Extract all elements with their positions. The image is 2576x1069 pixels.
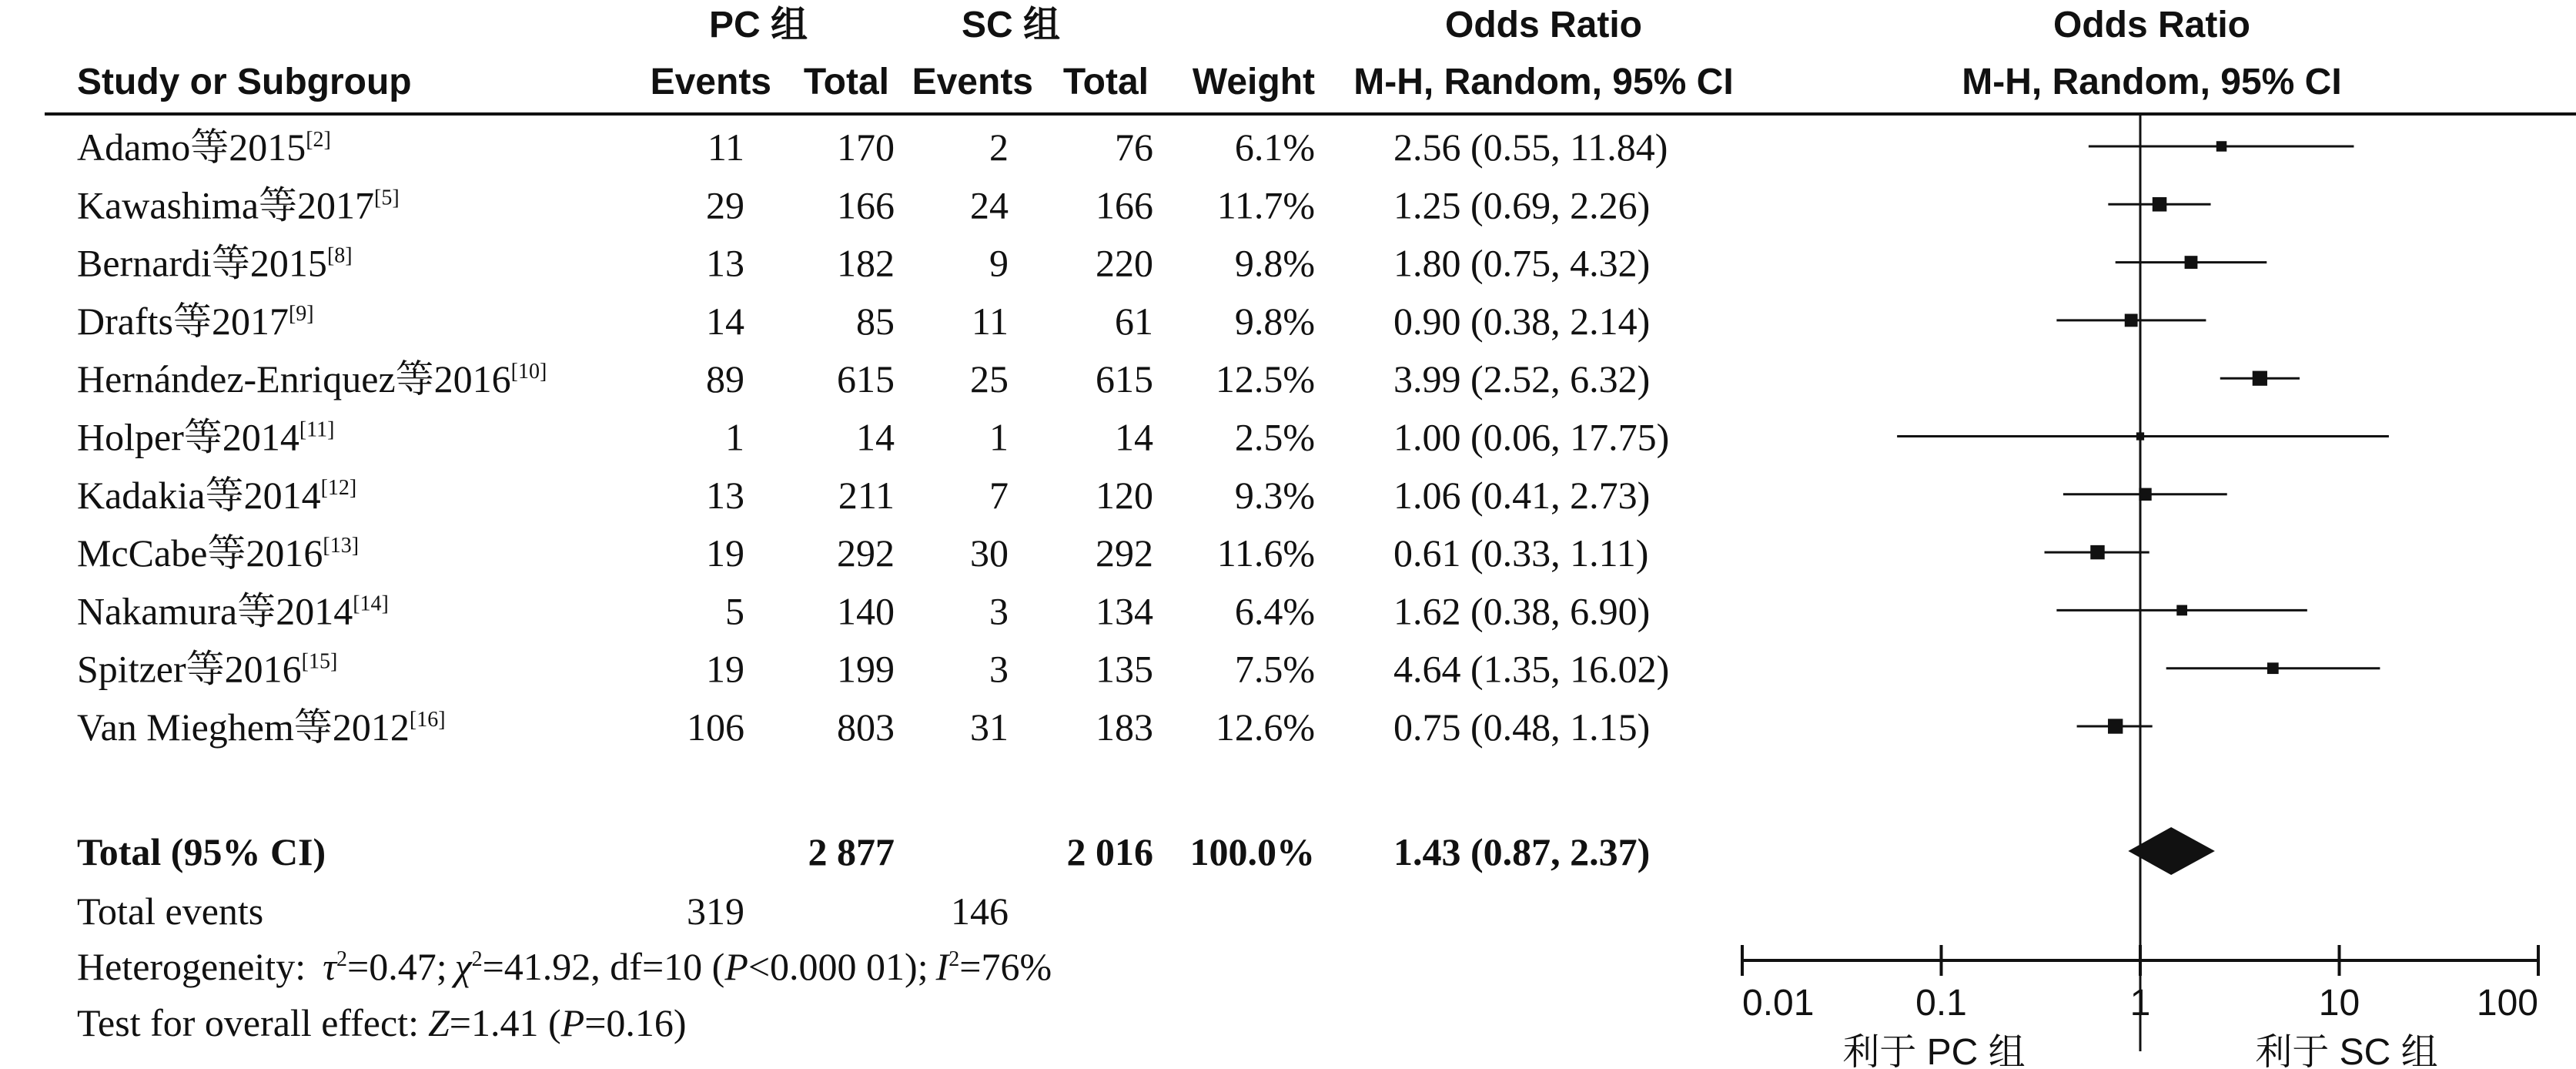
cell-t2: 292	[1096, 531, 1153, 575]
cell-e2: 24	[970, 183, 1009, 227]
study-name: Kadakia等2014[12]	[77, 473, 357, 517]
overall-effect-text: Test for overall effect: Z=1.41 (P=0.16)	[77, 1001, 687, 1044]
cell-t1: 140	[837, 589, 895, 633]
x-tick-label: 100	[2476, 983, 2538, 1024]
cell-e1: 29	[706, 183, 744, 227]
header-plot-title: Odds Ratio	[2052, 5, 2251, 45]
cell-t1: 182	[837, 241, 895, 285]
cell-e1: 13	[706, 473, 744, 517]
study-name: Adamo等2015[2]	[77, 126, 331, 169]
cell-t1: 211	[838, 473, 895, 517]
header-group-sc: SC 组	[961, 5, 1061, 45]
cell-weight: 11.7%	[1216, 183, 1315, 227]
study-name: Nakamura等2014[14]	[77, 589, 389, 633]
study-point	[2253, 371, 2267, 386]
total-weight: 100.0%	[1189, 830, 1315, 873]
cell-e1: 5	[725, 589, 744, 633]
cell-e2: 25	[970, 357, 1009, 401]
study-point	[2153, 197, 2167, 212]
cell-e1: 106	[687, 705, 744, 749]
cell-weight: 9.8%	[1234, 241, 1315, 285]
cell-ci-text: 3.99 (2.52, 6.32)	[1393, 357, 1651, 401]
cell-t1: 166	[837, 183, 895, 227]
cell-t2: 135	[1096, 647, 1153, 691]
study-name: Drafts等2017[9]	[77, 299, 314, 343]
cell-e1: 89	[706, 357, 744, 401]
study-point	[2125, 313, 2138, 327]
study-name: Hernández-Enriquez等2016[10]	[77, 357, 547, 401]
heterogeneity-text: Heterogeneity: $\tau^2=0.47$; $\chi^2=41.92$, df=10 (P<0.000 01); $I^2=76\%$	[77, 945, 1052, 988]
study-ref: [13]	[323, 534, 360, 558]
x-tick-label: 1	[2129, 983, 2151, 1024]
study-ref: [11]	[299, 417, 335, 442]
cell-ci-text: 0.75 (0.48, 1.15)	[1393, 705, 1651, 749]
header-plot-method: M-H, Random, 95% CI	[1962, 62, 2342, 102]
study-ref: [8]	[326, 243, 353, 268]
cell-e2: 3	[989, 589, 1009, 633]
study-point	[2139, 488, 2151, 501]
cell-ci-text: 1.62 (0.38, 6.90)	[1393, 589, 1651, 633]
cell-t1: 170	[837, 126, 895, 169]
cell-e1: 11	[707, 126, 744, 169]
study-ref: [16]	[409, 708, 446, 732]
cell-t1: 85	[856, 299, 895, 343]
cell-weight: 9.3%	[1234, 473, 1315, 517]
cell-weight: 12.6%	[1215, 705, 1315, 749]
cell-t2: 120	[1096, 473, 1153, 517]
total-sc: 2 016	[1066, 830, 1153, 873]
study-ref: [5]	[374, 186, 400, 210]
cell-e2: 11	[971, 299, 1009, 343]
forest-plot-area	[1742, 114, 2538, 1069]
cell-weight: 6.4%	[1234, 589, 1315, 633]
header-study: Study or Subgroup	[77, 62, 412, 102]
cell-ci-text: 0.90 (0.38, 2.14)	[1393, 299, 1651, 343]
cell-t1: 14	[856, 415, 895, 459]
cell-ci-text: 0.61 (0.33, 1.11)	[1393, 531, 1649, 575]
cell-e2: 1	[989, 415, 1009, 459]
cell-weight: 9.8%	[1234, 299, 1315, 343]
study-ref: [9]	[288, 301, 314, 326]
study-name: McCabe等2016[13]	[77, 531, 360, 575]
study-ref: [14]	[353, 591, 389, 616]
total-ci-text: 1.43 (0.87, 2.37)	[1393, 830, 1651, 873]
header-or-method: M-H, Random, 95% CI	[1353, 62, 1734, 102]
cell-weight: 7.5%	[1234, 647, 1315, 691]
cell-e2: 7	[989, 473, 1009, 517]
cell-t2: 615	[1096, 357, 1153, 401]
cell-t2: 220	[1096, 241, 1153, 285]
header-weight: Weight	[1192, 62, 1315, 102]
study-name: Van Mieghem等2012[16]	[77, 705, 446, 749]
total-events-pc: 319	[687, 890, 744, 933]
study-point	[2176, 605, 2187, 616]
favours-right-label: 利于 SC 组	[2255, 1032, 2438, 1069]
total-events-sc: 146	[951, 890, 1009, 933]
header-total-pc: Total	[803, 62, 889, 102]
total-pc: 2 877	[808, 830, 895, 873]
cell-e2: 31	[970, 705, 1009, 749]
cell-e2: 9	[989, 241, 1009, 285]
study-point	[2090, 545, 2104, 559]
study-point	[2267, 662, 2279, 674]
cell-t2: 76	[1115, 126, 1153, 169]
cell-e1: 19	[706, 647, 744, 691]
cell-e2: 2	[989, 126, 1009, 169]
cell-e2: 3	[989, 647, 1009, 691]
cell-t2: 166	[1096, 183, 1153, 227]
cell-weight: 6.1%	[1234, 126, 1315, 169]
x-tick-label: 10	[2318, 983, 2360, 1024]
total-label: Total (95% CI)	[77, 830, 326, 873]
study-ref: [10]	[510, 360, 547, 384]
cell-weight: 2.5%	[1234, 415, 1315, 459]
cell-t1: 803	[837, 705, 895, 749]
cell-e1: 1	[725, 415, 744, 459]
cell-ci-text: 4.64 (1.35, 16.02)	[1393, 647, 1670, 691]
header-or-title: Odds Ratio	[1444, 5, 1643, 45]
cell-t2: 134	[1096, 589, 1153, 633]
cell-ci-text: 1.80 (0.75, 4.32)	[1393, 241, 1651, 285]
study-point	[2136, 432, 2144, 440]
cell-t2: 183	[1096, 705, 1153, 749]
cell-ci-text: 2.56 (0.55, 11.84)	[1393, 126, 1668, 169]
study-ref: [2]	[306, 128, 331, 152]
study-ref: [15]	[301, 649, 338, 674]
study-point	[2108, 719, 2123, 733]
total-events-label: Total events	[77, 890, 264, 933]
study-name: Kawashima等2017[5]	[77, 183, 400, 227]
header-events-pc: Events	[650, 62, 771, 102]
cell-t2: 14	[1115, 415, 1153, 459]
cell-weight: 11.6%	[1216, 531, 1315, 575]
header-group-pc: PC 组	[708, 5, 808, 45]
header-events-sc: Events	[912, 62, 1033, 102]
x-tick-label: 0.1	[1915, 983, 1967, 1024]
study-name: Spitzer等2016[15]	[77, 647, 338, 691]
study-name: Holper等2014[11]	[77, 415, 335, 459]
x-tick-label: 0.01	[1742, 983, 1815, 1024]
cell-ci-text: 1.00 (0.06, 17.75)	[1393, 415, 1670, 459]
header-total-sc: Total	[1062, 62, 1149, 102]
cell-t1: 199	[837, 647, 895, 691]
study-point	[2216, 141, 2226, 151]
study-name: Bernardi等2015[8]	[77, 241, 353, 285]
favours-left-label: 利于 PC 组	[1842, 1032, 2026, 1069]
cell-t1: 615	[837, 357, 895, 401]
cell-weight: 12.5%	[1215, 357, 1315, 401]
study-ref: [12]	[320, 475, 357, 500]
cell-e1: 14	[706, 299, 744, 343]
study-point	[2185, 256, 2198, 269]
cell-t2: 61	[1115, 299, 1153, 343]
cell-ci-text: 1.06 (0.41, 2.73)	[1393, 473, 1651, 517]
cell-ci-text: 1.25 (0.69, 2.26)	[1393, 183, 1651, 227]
cell-t1: 292	[837, 531, 895, 575]
study-table	[77, 126, 1669, 749]
cell-e2: 30	[970, 531, 1009, 575]
cell-e1: 19	[706, 531, 744, 575]
cell-e1: 13	[706, 241, 744, 285]
